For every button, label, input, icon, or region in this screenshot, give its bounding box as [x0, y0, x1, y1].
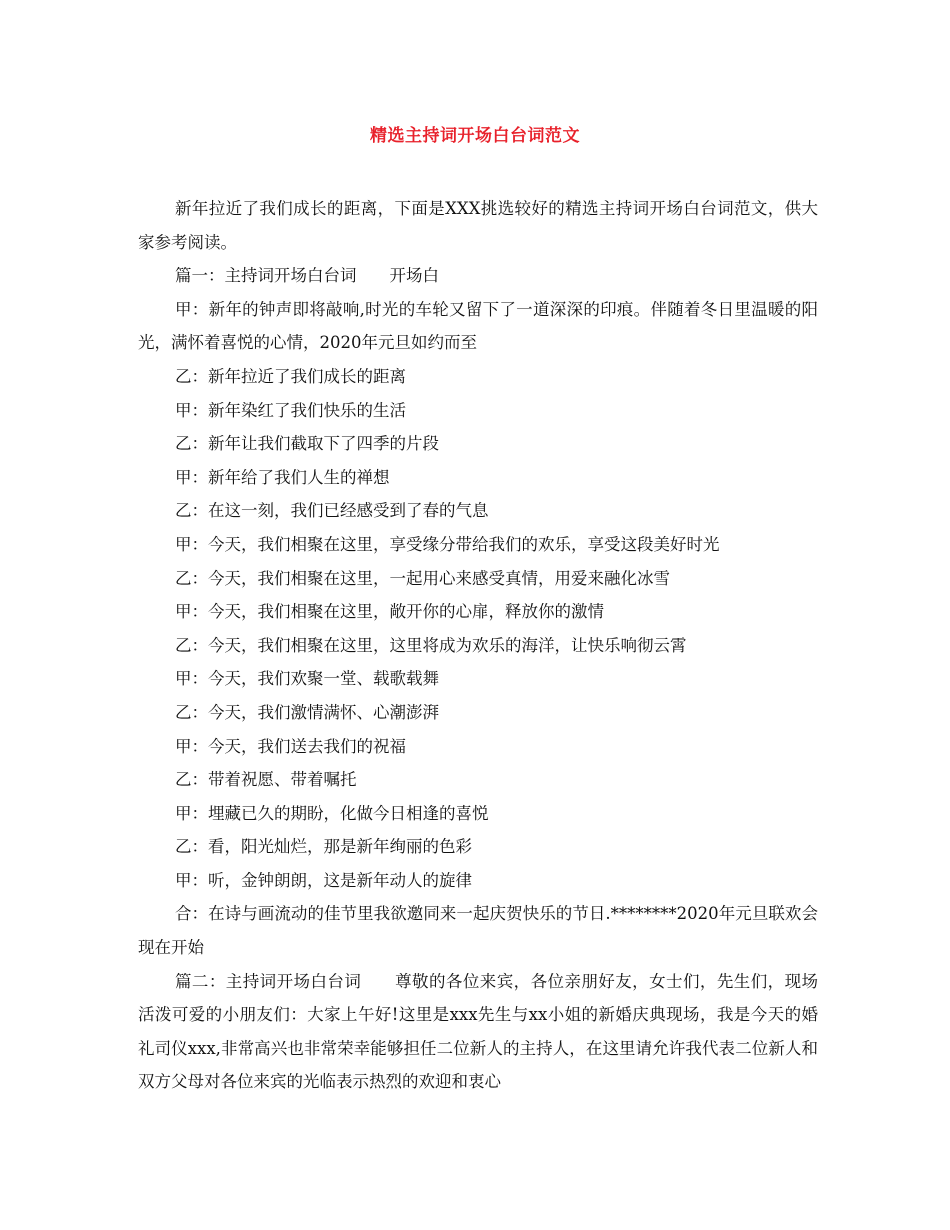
- dialogue-line: 甲：今天，我们相聚在这里，敞开你的心扉，释放你的激情: [175, 602, 604, 622]
- section-two-paragraph: 篇二：主持词开场白台词 尊敬的各位来宾，各位亲朋好友，女士们，先生们，现场活泼可爱的小朋友们：大家上午好!这里是xxx先生与xx小姐的新婚庆典现场，我是今天的婚礼司仪xxx,非常高兴也非常荣幸能够担任二位新人的主持人，在这里请允许我代表二位新人和双方父母对各位来宾的光临表示热烈的欢迎和衷心: [138, 971, 818, 1092]
- dialogue-line: 甲：听，金钟朗朗，这是新年动人的旋律: [175, 870, 472, 890]
- dialogue-line: 乙：今天，我们相聚在这里，这里将成为欢乐的海洋，让快乐响彻云霄: [175, 635, 687, 655]
- dialogue-line: 合：在诗与画流动的佳节里我欲邀同来一起庆贺快乐的节日.********2020年元旦联欢会现在开始: [138, 904, 818, 958]
- dialogue-line: 乙：新年拉近了我们成长的距离: [175, 366, 406, 386]
- dialogue-line: 甲：今天，我们欢聚一堂、载歌载舞: [175, 669, 439, 689]
- dialogue-line: 乙：在这一刻，我们已经感受到了春的气息: [175, 501, 489, 521]
- dialogue-line: 甲：新年的钟声即将敲响,时光的车轮又留下了一道深深的印痕。伴随着冬日里温暖的阳光，满怀着喜悦的心情，2020年元旦如约而至: [138, 299, 818, 353]
- dialogue-line: 甲：今天，我们相聚在这里，享受缘分带给我们的欢乐，享受这段美好时光: [175, 534, 720, 554]
- dialogue-line: 乙：新年让我们截取下了四季的片段: [175, 434, 439, 454]
- dialogue-line: 甲：新年给了我们人生的禅想: [175, 467, 390, 487]
- intro-paragraph: 新年拉近了我们成长的距离，下面是XXX挑选较好的精选主持词开场白台词范文，供大家参考阅读。: [138, 199, 818, 252]
- dialogue-line: 甲：今天，我们送去我们的祝福: [175, 736, 406, 756]
- dialogue-line: 乙：今天，我们激情满怀、心潮澎湃: [175, 702, 439, 722]
- dialogue-line: 乙：看，阳光灿烂，那是新年绚丽的色彩: [175, 837, 472, 857]
- dialogue-line: 乙：今天，我们相聚在这里，一起用心来感受真情，用爱来融化冰雪: [175, 568, 670, 588]
- section-one-heading: 篇一：主持词开场白台词 开场白: [175, 266, 439, 286]
- document-body: [138, 192, 818, 1099]
- dialogue-line: 甲：新年染红了我们快乐的生活: [175, 400, 406, 420]
- dialogue-line: 甲：埋藏已久的期盼，化做今日相逢的喜悦: [175, 803, 489, 823]
- document-title: 精选主持词开场白台词范文: [370, 126, 580, 146]
- dialogue-line: 乙：带着祝愿、带着嘱托: [175, 770, 357, 790]
